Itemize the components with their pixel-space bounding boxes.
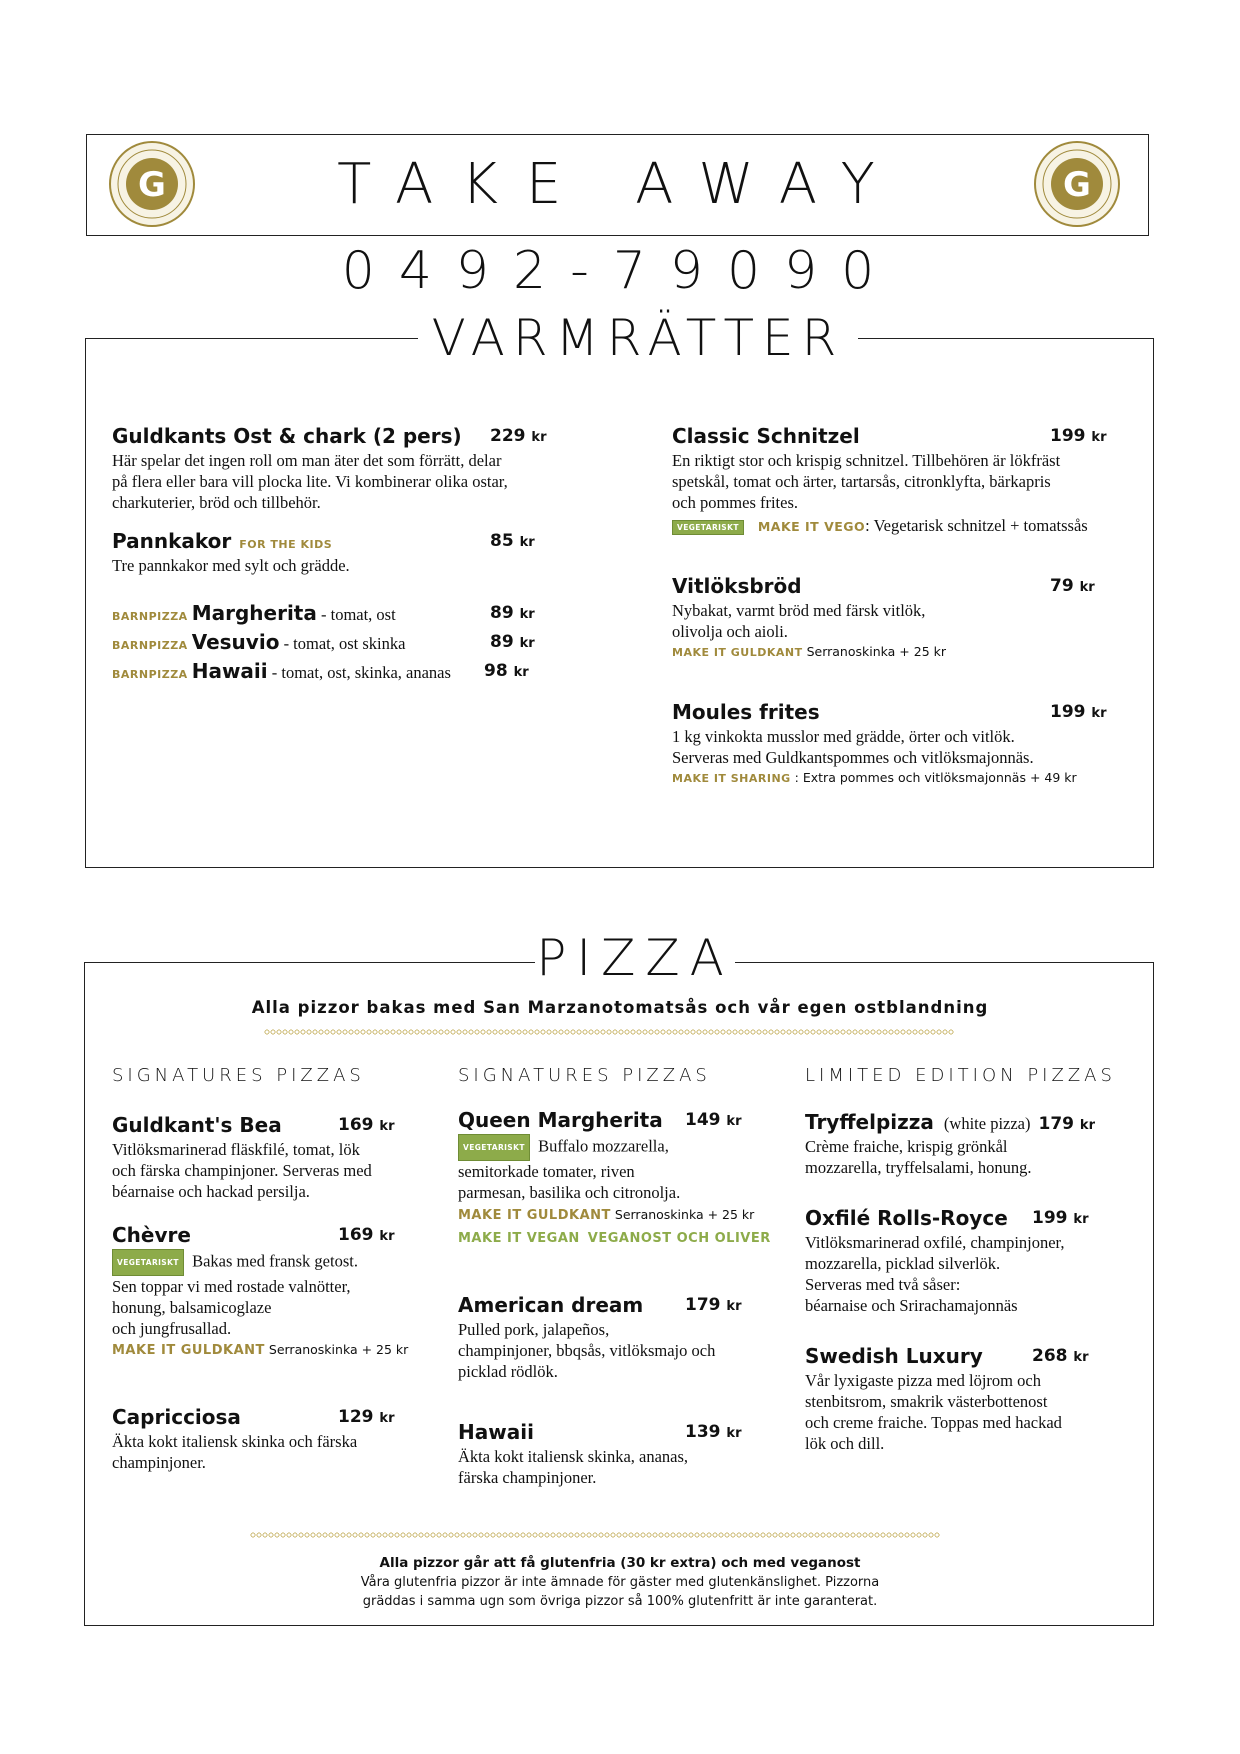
item-name: Guldkants Ost & chark (2 pers) bbox=[112, 424, 462, 448]
item-price: 79 kr bbox=[1050, 576, 1095, 596]
pizza-item: Guldkant's Bea 169 kr Vitlöksmarinerad fläskfilé, tomat, lök och färska champinjoner. Serveras med béarnaise och hackad persilja. bbox=[112, 1113, 395, 1201]
pizza-intro: Alla pizzor bakas med San Marzanotomatsås och vår egen ostblandning bbox=[251, 998, 989, 1017]
item-subtitle: FOR THE KIDS bbox=[239, 538, 333, 551]
item-description: Nybakat, varmt bröd med färsk vitlök, olivolja och aioli. bbox=[672, 601, 926, 641]
logo-left bbox=[108, 140, 196, 228]
divider-bottom bbox=[250, 1532, 940, 1538]
item-price: 199 kr bbox=[1050, 426, 1107, 446]
barnpizza-row: BARNPIZZA Vesuvio - tomat, ost skinka 89 kr bbox=[112, 630, 535, 654]
pizza-item: Oxfilé Rolls-Royce 199 kr Vitlöksmarinerad oxfilé, champinjoner, mozzarella, picklad silverlök. Serveras med två såser: béarnaise och Srirachamajonnäs bbox=[805, 1206, 1089, 1315]
item-name: Moules frites bbox=[672, 700, 820, 724]
pizza-item: Tryffelpizza (white pizza) 179 kr Crème fraiche, krispig grönkål mozzarella, tryffelsalami, honung. bbox=[805, 1110, 1095, 1177]
pizza-item: Chèvre 169 kr VEGETARISKT Bakas med fransk getost. Sen toppar vi med rostade valnötter, honung, balsamicoglaze och jungfrusallad. MAKE IT GULDKANT Serranoskinka + 25 kr bbox=[112, 1223, 409, 1358]
item-description: Här spelar det ingen roll om man äter det som förrätt, delar på flera eller bara vill plocka lite. Vi kombinerar olika ostar, charkuterier, bröd och tillbehör. bbox=[112, 451, 508, 512]
barnpizza-list bbox=[112, 601, 592, 688]
logo-letter: G bbox=[1063, 165, 1091, 205]
pizza-footer: Alla pizzor går att få glutenfria (30 kr extra) och med veganost Våra glutenfria pizzor är inte ämnade för gäster med glutenkänslighet. Pizzorna gräddas i samma ugn som övriga pizzor så 100% glutenfritt är inte garanterat. bbox=[360, 1555, 880, 1609]
vegetarian-badge: VEGETARISKT bbox=[672, 520, 744, 535]
column-heading: SIGNATURES PIZZAS bbox=[112, 1065, 365, 1086]
barnpizza-row: BARNPIZZA Hawaii - tomat, ost, skinka, ananas 98 kr bbox=[112, 659, 529, 683]
item-price: 229 kr bbox=[490, 426, 547, 446]
column-heading: LIMITED EDITION PIZZAS bbox=[805, 1065, 1116, 1086]
phone-number: 0492-79090 bbox=[341, 241, 899, 301]
logo-letter: G bbox=[138, 165, 166, 205]
item-description: En riktigt stor och krispig schnitzel. Tillbehören är lökfräst spetskål, tomat och ärter, tartarsås, citronklyfta, bärkapris och pommes frites. bbox=[672, 451, 1061, 512]
pizza-item: Capricciosa 129 kr Äkta kokt italiensk skinka och färska champinjoner. bbox=[112, 1405, 395, 1472]
item-description: Tre pannkakor med sylt och grädde. bbox=[112, 556, 350, 575]
pizza-item: American dream 179 kr Pulled pork, jalapeños, champinjoner, bbqsås, vitlöksmajo och picklad rödlök. bbox=[458, 1293, 742, 1381]
item-price: 199 kr bbox=[1050, 702, 1107, 722]
barnpizza-row: BARNPIZZA Margherita - tomat, ost 89 kr bbox=[112, 601, 535, 625]
vegetarian-badge: VEGETARISKT bbox=[458, 1134, 530, 1161]
pizza-heading: PIZZA bbox=[536, 929, 734, 987]
item-description: 1 kg vinkokta musslor med grädde, örter och vitlök. Serveras med Guldkantspommes och vitlöksmajonnäs. bbox=[672, 727, 1034, 767]
page-title: TAKE AWAY bbox=[337, 152, 903, 217]
item-name: Vitlöksbröd bbox=[672, 574, 802, 598]
item-name: Pannkakor bbox=[112, 529, 232, 553]
pizza-item: Queen Margherita 149 kr VEGETARISKT Buffalo mozzarella, semitorkade tomater, riven parmesan, basilika och citronolja. MAKE IT GULDKANT Serranoskinka + 25 kr MAKE IT VEGAN VEGANOST OCH OLIVER bbox=[458, 1108, 771, 1246]
pizza-item: Swedish Luxury 268 kr Vår lyxigaste pizza med löjrom och stenbitsrom, smakrik västerbottenost och creme fraiche. Toppas med hackad lök och dill. bbox=[805, 1344, 1089, 1453]
menu-item bbox=[112, 529, 592, 576]
menu-item: Classic Schnitzel 199 kr En riktigt stor och krispig schnitzel. Tillbehören är lökfräst spetskål, tomat och ärter, tartarsås, citronklyfta, bärkapris och pommes frites. VEGETARISKT MAKE IT VEGO: Vegetarisk schnitzel + tomatssås bbox=[672, 424, 1142, 536]
logo-right bbox=[1033, 140, 1121, 228]
varmratter-heading: VARMRÄTTER bbox=[431, 309, 845, 367]
menu-item: Moules frites 199 kr 1 kg vinkokta musslor med grädde, örter och vitlök. Serveras med Guldkantspommes och vitlöksmajonnäs. MAKE IT SHARING : Extra pommes och vitlöksmajonnäs + 49 kr bbox=[672, 700, 1142, 787]
column-heading: SIGNATURES PIZZAS bbox=[458, 1065, 711, 1086]
item-name: Classic Schnitzel bbox=[672, 424, 860, 448]
menu-item: Vitlöksbröd 79 kr Nybakat, varmt bröd med färsk vitlök, olivolja och aioli. MAKE IT GULDKANT Serranoskinka + 25 kr bbox=[672, 574, 1142, 661]
pizza-item: Hawaii 139 kr Äkta kokt italiensk skinka, ananas, färska champinjoner. bbox=[458, 1420, 742, 1487]
menu-item bbox=[112, 424, 592, 513]
item-price: 85 kr bbox=[490, 531, 535, 551]
vegetarian-badge: VEGETARISKT bbox=[112, 1249, 184, 1276]
divider-top bbox=[264, 1029, 954, 1035]
